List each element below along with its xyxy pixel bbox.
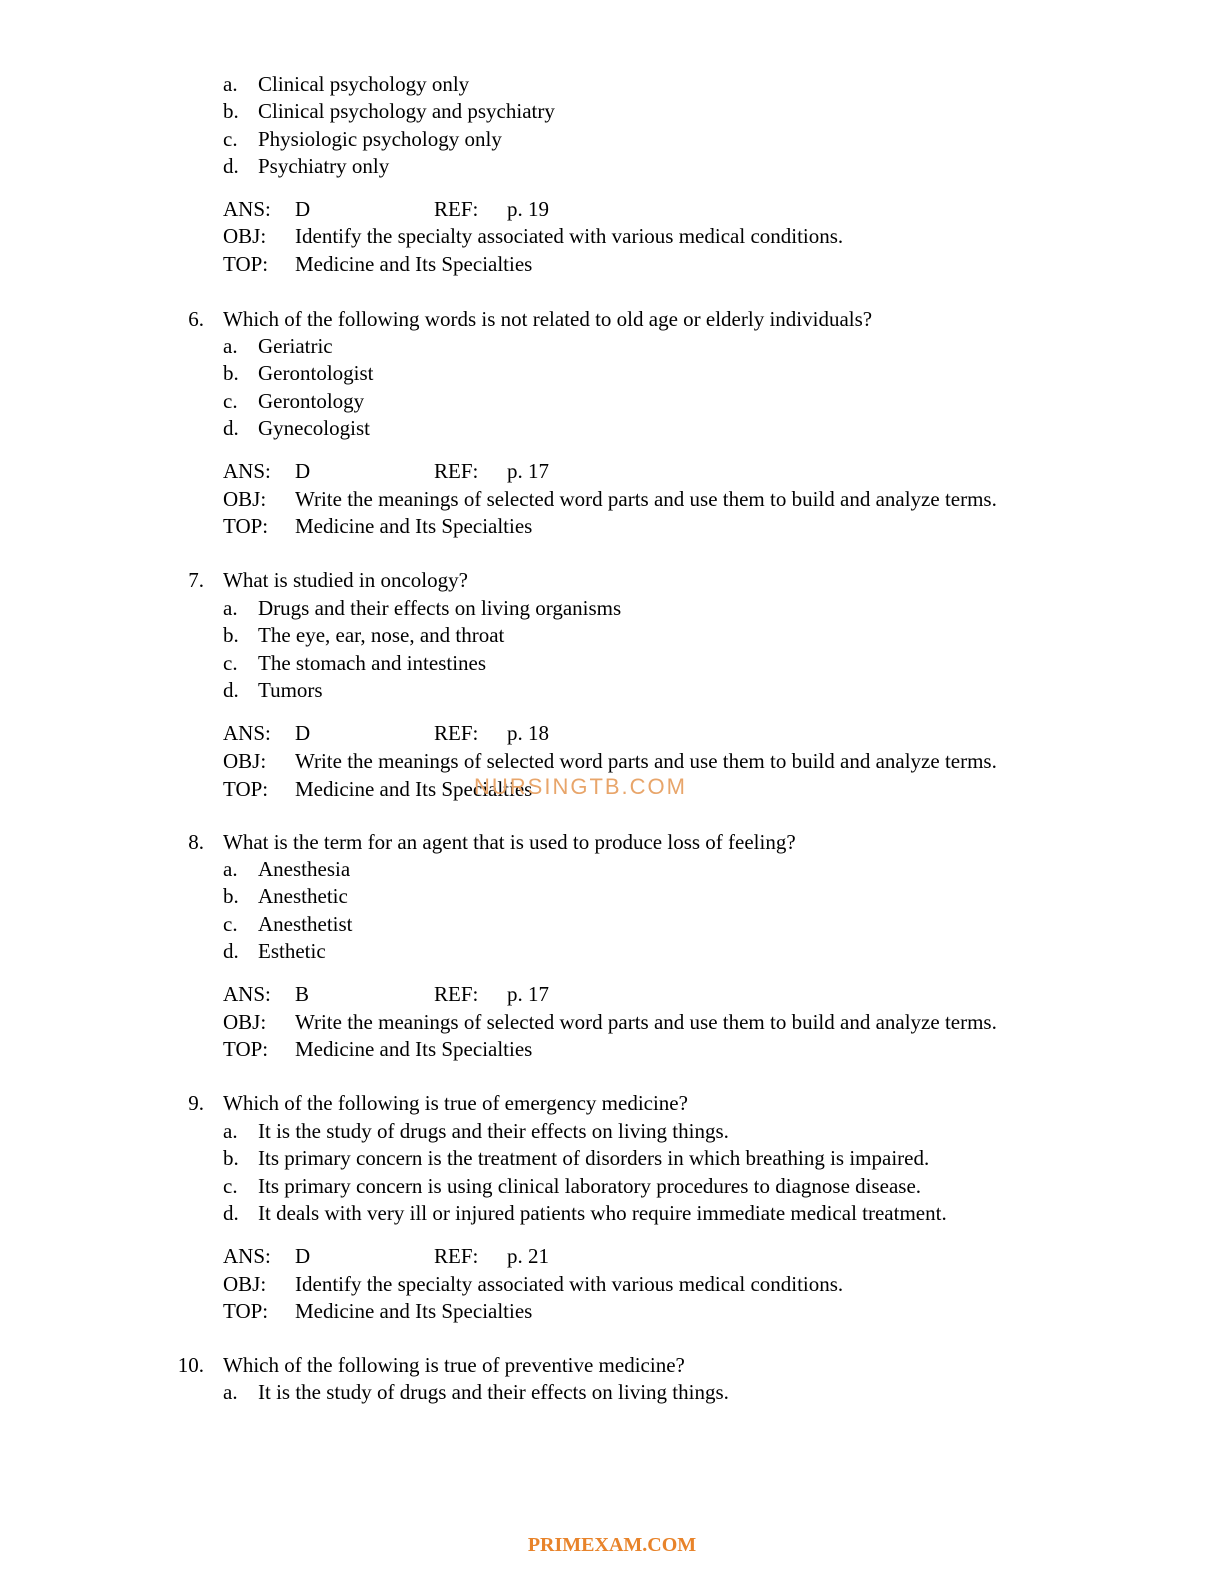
option-text: Esthetic xyxy=(258,939,326,963)
option-text: It is the study of drugs and their effects on living things. xyxy=(258,1380,729,1404)
option-text: Tumors xyxy=(258,678,323,702)
option-text: It is the study of drugs and their effects on living things. xyxy=(258,1119,729,1143)
ans-value: D xyxy=(295,197,311,221)
ref-label: REF: xyxy=(434,459,479,483)
option-text: Gynecologist xyxy=(258,416,370,440)
option-text: Anesthesia xyxy=(258,857,351,881)
obj-value: Write the meanings of selected word parts and use them to build and analyze terms. xyxy=(295,749,997,773)
option-text: Gerontology xyxy=(258,389,365,413)
option-letter: c. xyxy=(223,651,238,675)
top-label: TOP: xyxy=(223,777,269,801)
ans-value: D xyxy=(295,721,311,745)
ans-label: ANS: xyxy=(223,197,271,221)
obj-label: OBJ: xyxy=(223,749,267,773)
option-text: The eye, ear, nose, and throat xyxy=(258,623,505,647)
ref-label: REF: xyxy=(434,721,479,745)
option-text: Psychiatry only xyxy=(258,154,390,178)
option-letter: b. xyxy=(223,99,239,123)
option-letter: c. xyxy=(223,1174,238,1198)
question-number: 7. xyxy=(188,568,204,592)
obj-value: Identify the specialty associated with various medical conditions. xyxy=(295,1272,844,1296)
option-letter: a. xyxy=(223,334,238,358)
option-letter: b. xyxy=(223,361,239,385)
ans-value: B xyxy=(295,982,310,1006)
question-text: Which of the following is true of preventive medicine? xyxy=(223,1353,685,1377)
obj-value: Identify the specialty associated with various medical conditions. xyxy=(295,224,844,248)
option-letter: a. xyxy=(223,72,238,96)
option-text: Anesthetist xyxy=(258,912,353,936)
top-value: Medicine and Its Specialties xyxy=(295,252,533,276)
option-text: Clinical psychology only xyxy=(258,72,470,96)
top-value: Medicine and Its Specialties xyxy=(295,1037,533,1061)
watermark: NURSINGTB.COM xyxy=(474,774,687,799)
ans-label: ANS: xyxy=(223,459,271,483)
option-letter: c. xyxy=(223,912,238,936)
top-value: Medicine and Its Specialties xyxy=(295,1299,533,1323)
obj-label: OBJ: xyxy=(223,1272,267,1296)
ref-label: REF: xyxy=(434,982,479,1006)
ans-label: ANS: xyxy=(223,982,271,1006)
question-number: 10. xyxy=(177,1353,204,1377)
option-letter: d. xyxy=(223,939,239,963)
obj-label: OBJ: xyxy=(223,1010,267,1034)
option-text: Its primary concern is the treatment of disorders in which breathing is impaired. xyxy=(258,1146,930,1170)
question-number: 6. xyxy=(188,307,204,331)
ref-value: p. 17 xyxy=(507,982,549,1006)
top-value: Medicine and Its Specialties xyxy=(295,777,533,801)
ans-label: ANS: xyxy=(223,1244,271,1268)
ref-label: REF: xyxy=(434,197,479,221)
top-label: TOP: xyxy=(223,252,269,276)
question-number: 9. xyxy=(188,1091,204,1115)
ref-label: REF: xyxy=(434,1244,479,1268)
option-text: Clinical psychology and psychiatry xyxy=(258,99,555,123)
option-letter: b. xyxy=(223,884,239,908)
option-letter: a. xyxy=(223,596,238,620)
top-value: Medicine and Its Specialties xyxy=(295,514,533,538)
option-letter: b. xyxy=(223,1146,239,1170)
option-text: Drugs and their effects on living organisms xyxy=(258,596,622,620)
option-letter: d. xyxy=(223,1201,239,1225)
ans-value: D xyxy=(295,459,311,483)
obj-label: OBJ: xyxy=(223,224,267,248)
obj-value: Write the meanings of selected word parts and use them to build and analyze terms. xyxy=(295,487,997,511)
option-letter: a. xyxy=(223,1380,238,1404)
option-text: Gerontologist xyxy=(258,361,374,385)
question-text: Which of the following is true of emergency medicine? xyxy=(223,1091,688,1115)
option-text: It deals with very ill or injured patients who require immediate medical treatment. xyxy=(258,1201,947,1225)
option-letter: c. xyxy=(223,127,238,151)
top-label: TOP: xyxy=(223,1037,269,1061)
ref-value: p. 18 xyxy=(507,721,549,745)
option-letter: d. xyxy=(223,416,239,440)
option-text: Physiologic psychology only xyxy=(258,127,502,151)
option-text: Geriatric xyxy=(258,334,333,358)
question-text: What is studied in oncology? xyxy=(223,568,468,592)
obj-label: OBJ: xyxy=(223,487,267,511)
option-text: Its primary concern is using clinical laboratory procedures to diagnose disease. xyxy=(258,1174,922,1198)
option-letter: d. xyxy=(223,678,239,702)
option-text: Anesthetic xyxy=(258,884,348,908)
option-letter: c. xyxy=(223,389,238,413)
top-label: TOP: xyxy=(223,1299,269,1323)
ref-value: p. 17 xyxy=(507,459,549,483)
option-letter: b. xyxy=(223,623,239,647)
top-label: TOP: xyxy=(223,514,269,538)
question-text: What is the term for an agent that is used to produce loss of feeling? xyxy=(223,830,796,854)
obj-value: Write the meanings of selected word parts and use them to build and analyze terms. xyxy=(295,1010,997,1034)
option-letter: d. xyxy=(223,154,239,178)
option-text: The stomach and intestines xyxy=(258,651,487,675)
ans-label: ANS: xyxy=(223,721,271,745)
ref-value: p. 21 xyxy=(507,1244,549,1268)
question-text: Which of the following words is not related to old age or elderly individuals? xyxy=(223,307,873,331)
ans-value: D xyxy=(295,1244,311,1268)
option-letter: a. xyxy=(223,1119,238,1143)
option-letter: a. xyxy=(223,857,238,881)
ref-value: p. 19 xyxy=(507,197,549,221)
footer-brand: PRIMEXAM.COM xyxy=(527,1534,697,1556)
question-number: 8. xyxy=(188,830,204,854)
